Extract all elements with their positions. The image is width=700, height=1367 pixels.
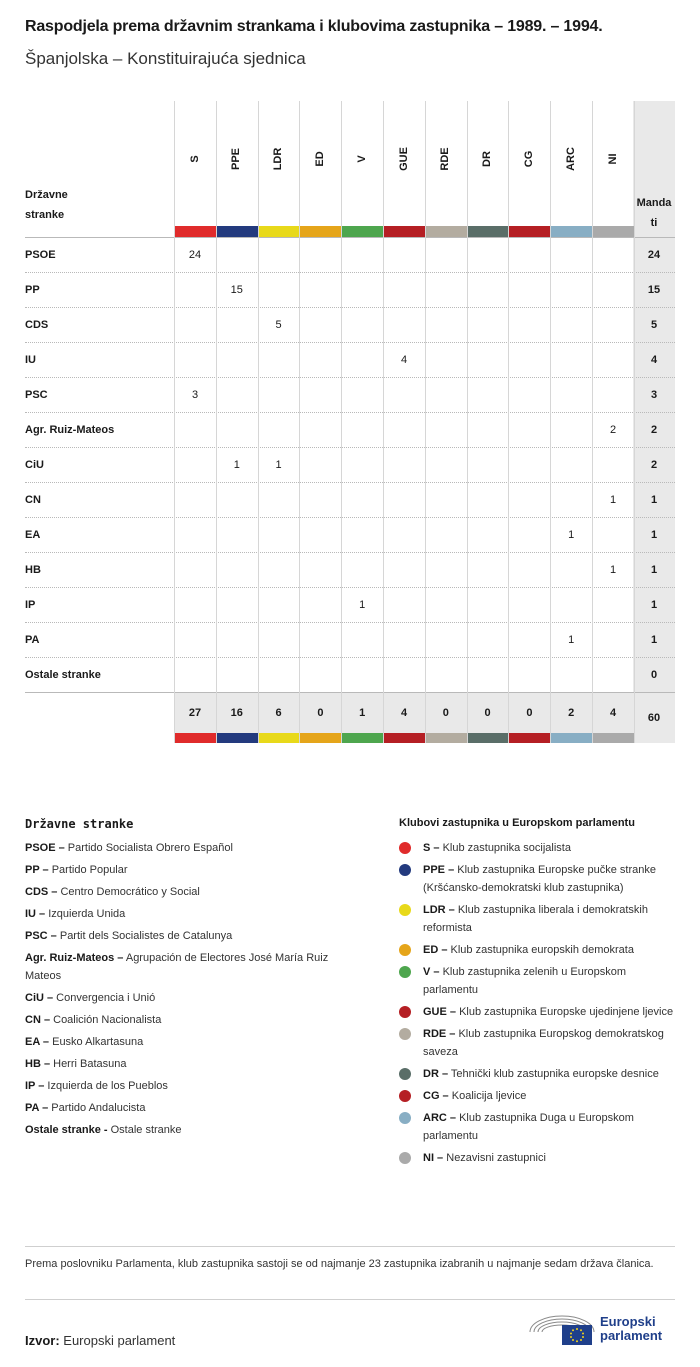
column-gridline <box>341 101 342 743</box>
party-label: Ostale stranke <box>25 669 101 681</box>
party-label: PA <box>25 634 40 646</box>
seat-cell: 1 <box>609 564 617 576</box>
party-abbreviation: Agr. Ruiz-Mateos – <box>25 952 124 964</box>
group-abbreviation: NI – <box>423 1152 444 1164</box>
group-abbreviation: CG – <box>423 1090 449 1102</box>
table-header <box>25 101 675 237</box>
column-color-bar <box>300 733 341 743</box>
table-row <box>25 412 675 447</box>
seat-cell: 1 <box>275 459 282 471</box>
row-total: 3 <box>650 389 658 401</box>
group-full-name: Tehnički klub zastupnika europske desnice <box>448 1068 659 1080</box>
party-legend-item <box>25 1033 365 1051</box>
row-total: 1 <box>650 599 658 611</box>
column-header-label: GUE <box>397 147 410 171</box>
table-row <box>25 657 675 692</box>
grand-total: 60 <box>647 712 661 724</box>
table-row <box>25 377 675 412</box>
group-full-name: Klub zastupnika zelenih u Europskom parlamentu <box>423 966 627 996</box>
column-header <box>467 101 508 226</box>
group-abbreviation: LDR – <box>423 904 455 916</box>
group-color-dot-icon <box>399 1152 411 1164</box>
column-gridline <box>216 101 217 743</box>
column-color-bar <box>509 733 550 743</box>
row-total: 1 <box>650 529 658 541</box>
total-header-line: Manda <box>636 197 672 209</box>
column-color-bar <box>509 226 550 237</box>
row-total: 24 <box>647 249 661 261</box>
page-title: Raspodjela prema državnim strankama i klubovima zastupnika – 1989. – 1994. <box>25 18 603 35</box>
seat-cell: 1 <box>568 529 575 541</box>
column-header-label: CG <box>522 150 535 168</box>
party-full-name: Convergencia i Unió <box>53 992 156 1004</box>
column-color-bar <box>342 226 383 237</box>
column-total: 2 <box>568 707 575 719</box>
column-header-label: NI <box>606 153 619 165</box>
party-legend-item <box>25 861 365 879</box>
party-full-name: Herri Batasuna <box>50 1058 127 1070</box>
column-header <box>174 101 215 226</box>
row-header-label <box>25 185 165 225</box>
party-label: CiU <box>25 459 44 471</box>
row-total: 1 <box>650 634 658 646</box>
seat-cell: 1 <box>233 459 240 471</box>
column-color-bar <box>593 733 634 743</box>
party-full-name: Izquierda Unida <box>45 908 126 920</box>
party-full-name: Centro Democrático y Social <box>57 886 200 898</box>
source-label: Izvor: <box>25 1333 60 1348</box>
column-gridline <box>258 101 259 743</box>
column-header-label: DR <box>481 151 494 167</box>
party-abbreviation: EA – <box>25 1036 50 1048</box>
party-abbreviation: Ostale stranke - <box>25 1124 108 1136</box>
group-legend-item <box>399 1025 684 1061</box>
party-label: PSOE <box>25 249 56 261</box>
group-legend-item <box>399 861 684 897</box>
column-total: 0 <box>442 707 449 719</box>
european-parliament-logo <box>528 1306 678 1352</box>
party-legend-item <box>25 1121 365 1139</box>
column-total: 27 <box>188 707 202 719</box>
party-label: EA <box>25 529 41 541</box>
column-totals-row <box>25 692 675 743</box>
group-abbreviation: RDE – <box>423 1028 456 1040</box>
table-row <box>25 622 675 657</box>
column-color-bar <box>551 733 592 743</box>
group-legend-item <box>399 839 684 857</box>
column-color-bar <box>259 226 300 237</box>
group-full-name: Klub zastupnika Europske ujedinjene ljevice <box>456 1006 674 1018</box>
row-total: 1 <box>650 564 658 576</box>
group-full-name: Klub zastupnika Europskog demokratskog saveza <box>423 1028 664 1058</box>
row-total: 0 <box>650 669 658 681</box>
party-label: IU <box>25 354 36 366</box>
party-full-name: Eusko Alkartasuna <box>49 1036 144 1048</box>
column-color-bar <box>384 733 425 743</box>
table-row <box>25 447 675 482</box>
seat-cell: 24 <box>188 249 202 261</box>
column-total: 16 <box>230 707 243 719</box>
column-gridline <box>550 101 551 743</box>
column-total: 0 <box>317 707 324 719</box>
column-header <box>383 101 424 226</box>
column-color-bar <box>593 226 634 237</box>
total-header-line: ti <box>650 217 658 229</box>
party-legend-heading: Državne stranke <box>25 817 134 831</box>
party-full-name: Partido Andalucista <box>48 1102 146 1114</box>
row-header-line: stranke <box>25 209 65 221</box>
group-legend-item <box>399 1109 684 1145</box>
group-full-name: Klub zastupnika liberala i demokratskih reformista <box>423 904 648 934</box>
group-color-dot-icon <box>399 864 411 876</box>
seat-cell: 3 <box>191 389 199 401</box>
group-legend <box>399 817 684 1171</box>
column-color-bar <box>426 733 467 743</box>
column-color-bar <box>551 226 592 237</box>
group-legend-item <box>399 901 684 937</box>
column-color-bar <box>468 226 509 237</box>
row-total: 5 <box>650 319 658 331</box>
party-abbreviation: CDS – <box>25 886 58 898</box>
column-header <box>258 101 299 226</box>
column-color-bar <box>342 733 383 743</box>
column-header <box>508 101 549 226</box>
group-legend-item <box>399 1003 684 1021</box>
table-row <box>25 342 675 377</box>
seat-cell: 2 <box>609 424 617 436</box>
group-full-name: Klub zastupnika europskih demokrata <box>447 944 634 956</box>
party-abbreviation: PSOE – <box>25 842 65 854</box>
logo-text <box>600 1315 662 1343</box>
seat-cell: 1 <box>609 494 617 506</box>
group-abbreviation: ARC – <box>423 1112 457 1124</box>
table-row <box>25 237 675 272</box>
logo-text-line: parlament <box>600 1328 663 1343</box>
column-gridline <box>383 101 384 743</box>
group-legend-item <box>399 963 684 999</box>
seat-distribution-table <box>25 101 675 724</box>
column-header <box>425 101 466 226</box>
column-color-bar <box>259 733 300 743</box>
group-abbreviation: PPE – <box>423 864 455 876</box>
party-full-name: Agrupación de Electores José María Ruiz Mateos <box>25 952 329 982</box>
group-full-name: Klub zastupnika Europske pučke stranke (Kršćansko-demokratski klub zastupnika) <box>423 864 656 894</box>
column-header <box>592 101 633 226</box>
source-line <box>25 1333 175 1348</box>
group-color-dot-icon <box>399 1006 411 1018</box>
party-full-name: Partido Popular <box>48 864 128 876</box>
column-header-label: LDR <box>272 147 285 171</box>
row-total: 4 <box>650 354 658 366</box>
party-abbreviation: IP – <box>25 1080 45 1092</box>
column-gridline <box>467 101 468 743</box>
group-abbreviation: GUE – <box>423 1006 457 1018</box>
divider <box>25 1299 675 1300</box>
table-row <box>25 552 675 587</box>
party-legend-item <box>25 927 365 945</box>
column-color-bar <box>426 226 467 237</box>
footnote: Prema poslovniku Parlamenta, klub zastupnika sastoji se od najmanje 23 zastupnika izabranih u najmanje sedam država članica. <box>25 1258 654 1270</box>
row-total: 1 <box>650 494 658 506</box>
group-full-name: Nezavisni zastupnici <box>443 1152 546 1164</box>
column-header-label: S <box>188 155 201 163</box>
party-legend <box>25 817 365 1143</box>
table-row <box>25 482 675 517</box>
party-legend-item <box>25 989 365 1007</box>
party-legend-item <box>25 1055 365 1073</box>
table-row <box>25 587 675 622</box>
group-legend-heading: Klubovi zastupnika u Europskom parlamentu <box>399 817 635 829</box>
column-color-bar <box>300 226 341 237</box>
column-header-label: RDE <box>439 147 452 171</box>
group-full-name: Koalicija ljevice <box>448 1090 527 1102</box>
party-legend-item <box>25 905 365 923</box>
group-abbreviation: DR – <box>423 1068 449 1080</box>
column-total: 0 <box>484 707 491 719</box>
group-abbreviation: V – <box>423 966 440 978</box>
table-row <box>25 272 675 307</box>
column-header-label: PPE <box>230 147 243 171</box>
column-gridline <box>425 101 426 743</box>
party-full-name: Ostale stranke <box>107 1124 182 1136</box>
party-abbreviation: HB – <box>25 1058 51 1070</box>
column-total: 4 <box>609 707 617 719</box>
page-subtitle: Španjolska – Konstituirajuća sjednica <box>25 49 306 68</box>
party-abbreviation: PSC – <box>25 930 57 942</box>
seat-cell: 5 <box>275 319 282 331</box>
column-header <box>299 101 340 226</box>
column-header-label: V <box>355 155 368 163</box>
group-full-name: Klub zastupnika socijalista <box>439 842 571 854</box>
column-gridline <box>174 101 175 743</box>
row-total: 2 <box>650 459 658 471</box>
party-label: HB <box>25 564 41 576</box>
group-legend-item <box>399 1149 684 1167</box>
logo-text-line: Europski <box>600 1314 656 1329</box>
group-abbreviation: ED – <box>423 944 448 956</box>
column-color-bar <box>384 226 425 237</box>
party-legend-item <box>25 1077 365 1095</box>
column-total: 4 <box>400 707 408 719</box>
row-total: 2 <box>650 424 658 436</box>
group-color-dot-icon <box>399 842 411 854</box>
party-label: PSC <box>25 389 48 401</box>
group-full-name: Klub zastupnika Duga u Europskom parlamentu <box>423 1112 634 1142</box>
column-total: 0 <box>526 707 533 719</box>
column-header <box>550 101 591 226</box>
party-abbreviation: PP – <box>25 864 49 876</box>
column-color-bar <box>175 226 216 237</box>
table-body <box>25 237 675 692</box>
column-header-label: ARC <box>564 147 577 171</box>
seat-cell: 15 <box>230 284 243 296</box>
parliament-hemicycle-icon <box>528 1306 596 1346</box>
column-header <box>341 101 382 226</box>
source-value: Europski parlament <box>59 1333 176 1348</box>
party-abbreviation: CiU – <box>25 992 54 1004</box>
column-total: 1 <box>359 707 366 719</box>
party-legend-item <box>25 1099 365 1117</box>
party-legend-item <box>25 883 365 901</box>
seat-cell: 1 <box>568 634 575 646</box>
column-header-label: ED <box>313 151 326 167</box>
party-label: CDS <box>25 319 49 331</box>
group-color-dot-icon <box>399 1028 411 1040</box>
divider <box>25 1246 675 1247</box>
table-row <box>25 517 675 552</box>
column-gridline <box>299 101 300 743</box>
party-label: CN <box>25 494 41 506</box>
total-header-label <box>633 193 675 233</box>
group-color-dot-icon <box>399 904 411 916</box>
column-color-bar <box>217 733 258 743</box>
party-abbreviation: IU – <box>25 908 46 920</box>
seat-cell: 1 <box>359 599 366 611</box>
party-label: Agr. Ruiz-Mateos <box>25 424 115 436</box>
party-legend-item <box>25 839 365 857</box>
seat-cell: 4 <box>400 354 408 366</box>
column-gridline <box>634 101 635 743</box>
column-gridline <box>592 101 593 743</box>
column-header <box>216 101 257 226</box>
column-color-bar <box>217 226 258 237</box>
group-legend-item <box>399 1087 684 1105</box>
party-full-name: Izquierda de los Pueblos <box>44 1080 168 1092</box>
group-legend-item <box>399 941 684 959</box>
party-full-name: Partido Socialista Obrero Español <box>64 842 233 854</box>
group-abbreviation: S – <box>423 842 440 854</box>
column-gridline <box>508 101 509 743</box>
column-total: 6 <box>275 707 282 719</box>
row-total: 15 <box>647 284 661 296</box>
party-legend-item <box>25 1011 365 1029</box>
row-header-line: Državne <box>25 189 68 201</box>
party-label: IP <box>25 599 36 611</box>
group-color-dot-icon <box>399 1068 411 1080</box>
table-row <box>25 307 675 342</box>
column-color-bar <box>468 733 509 743</box>
party-full-name: Partit dels Socialistes de Catalunya <box>56 930 233 942</box>
group-color-dot-icon <box>399 944 411 956</box>
party-legend-item <box>25 949 365 985</box>
party-full-name: Coalición Nacionalista <box>50 1014 162 1026</box>
column-color-bar <box>175 733 216 743</box>
group-color-dot-icon <box>399 1112 411 1124</box>
group-legend-item <box>399 1065 684 1083</box>
party-abbreviation: CN – <box>25 1014 51 1026</box>
group-color-dot-icon <box>399 966 411 978</box>
party-label: PP <box>25 284 40 296</box>
party-abbreviation: PA – <box>25 1102 49 1114</box>
group-color-dot-icon <box>399 1090 411 1102</box>
